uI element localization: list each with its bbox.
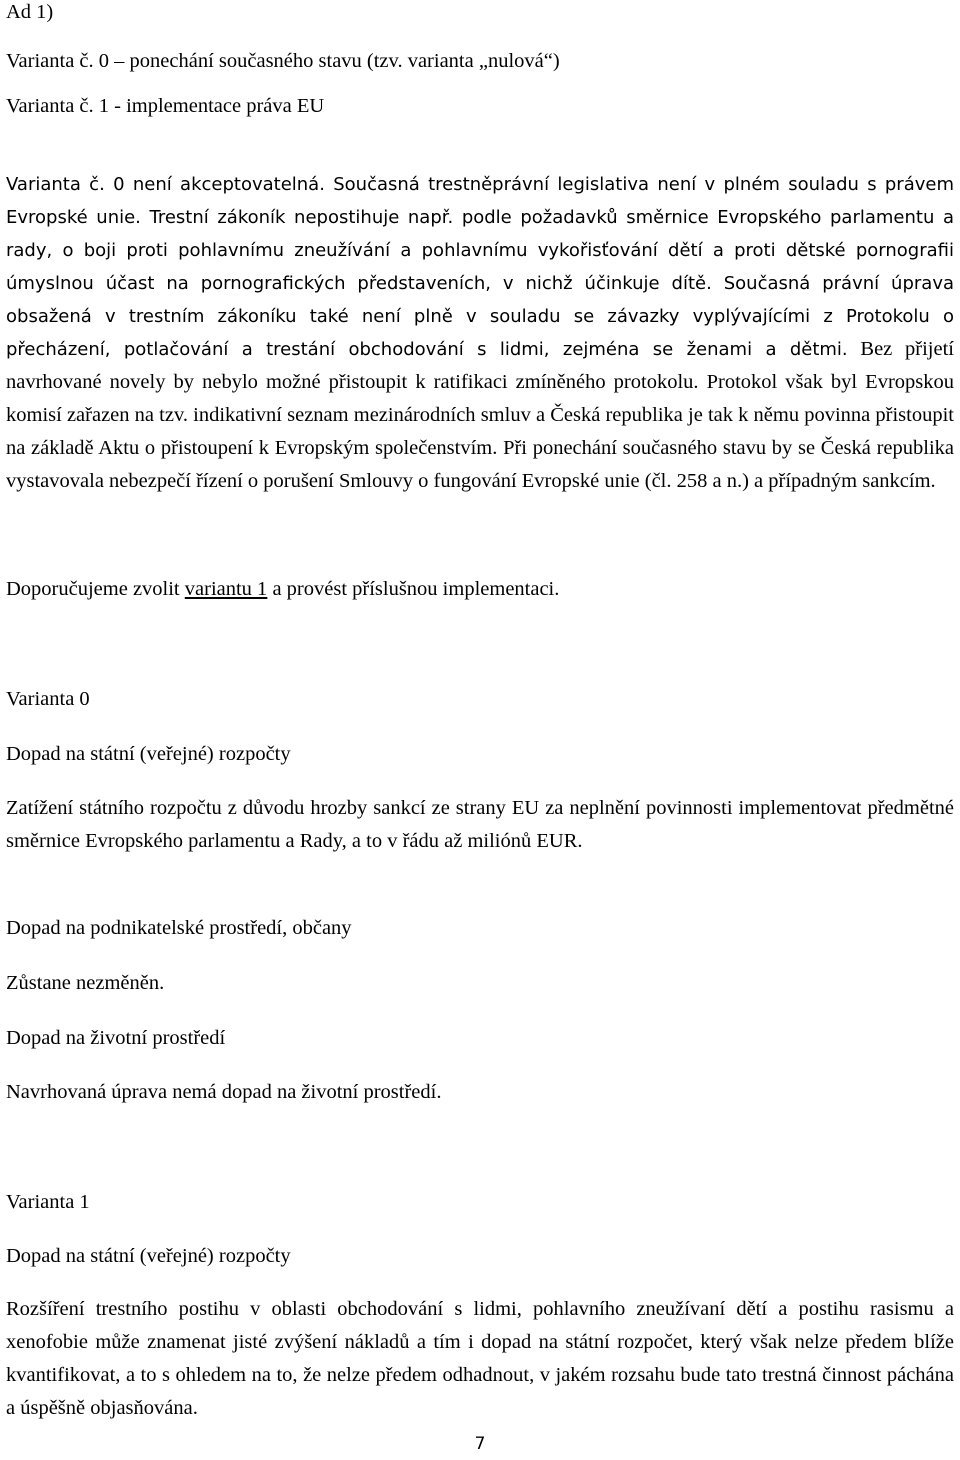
section-heading: Ad 1) [6, 1, 54, 23]
variant-1-title: Varianta 1 [6, 1191, 90, 1213]
text-run: Současná právní úprava obsažená v trestním zákoníku také není plně v souladu se závazky vyplývajícími z Protokolu o přecházení, potlačování a trestání obchodování s lidmi, zejména se ženami a dětmi. [6, 273, 955, 360]
recommendation [6, 573, 559, 606]
v0-environment-text: Navrhovaná úprava nemá dopad na životní prostředí. [6, 1081, 442, 1103]
v0-environment-heading: Dopad na životní prostředí [6, 1027, 226, 1049]
text-run: Protokol však byl Evropskou komisí zařazen na tzv. [6, 371, 954, 426]
v0-budget-heading: Dopad na státní (veřejné) rozpočty [6, 743, 291, 765]
v1-budget-text: Rozšíření trestního postihu v oblasti obchodování s lidmi, pohlavního zneužívaní dětí a postihu rasismu a xenofobie může znamenat jisté zvýšení nákladů a tím i dopad na státní rozpočet, který však nelze předem blíže kvantifikovat, a to s ohledem na to, že nelze předem odhadnout, v jakém rozsahu bude tato trestná činnost páchána a úspěšně objasňována. [6, 1298, 954, 1419]
v0-business-heading: Dopad na podnikatelské prostředí, občany [6, 917, 352, 939]
text-run: indikativní seznam mezinárodních smluv a Česká republika je tak k němu povinna přistoupit na základě Aktu o přistoupení k Evropským společenstvím. Při ponechání současného stavu by se Česká republika vystavovala nebezpečí řízení o porušení Smlouvy o fungování Evropské unie (čl. 258 a n.) a případným sankcím. [6, 404, 954, 492]
recommended-variant: variantu 1 [184, 578, 268, 600]
variant-0-title: Varianta 0 [6, 688, 90, 710]
text-run: Bez přijetí navrhované novely by nebylo možné přistoupit k ratifikaci zmíněného protokolu. [6, 338, 954, 393]
text-run: Doporučujeme zvolit [6, 578, 185, 600]
page-number: 7 [474, 1434, 486, 1454]
variant-evaluation-paragraph [6, 168, 954, 498]
v0-business-text: Zůstane nezměněn. [6, 972, 165, 994]
v1-budget-heading: Dopad na státní (veřejné) rozpočty [6, 1245, 291, 1267]
v0-budget-text: Zatížení státního rozpočtu z důvodu hrozby sankcí ze strany EU za neplnění povinnosti implementovat předmětné směrnice Evropského parlamentu a Rady, a to v řádu až miliónů EUR. [6, 797, 954, 852]
variant-0-label: Varianta č. 0 – ponechání současného stavu (tzv. varianta „nulová“) [6, 50, 560, 72]
text-run: Varianta č. 0 není akceptovatelná. Současná trestněprávní legislativa není v plném souladu s právem Evropské unie. [6, 174, 954, 228]
text-run: a provést příslušnou implementaci. [267, 578, 560, 600]
variant-1-label: Varianta č. 1 - implementace práva EU [6, 95, 325, 117]
text-run: Trestní zákoník nepostihuje např. podle požadavků směrnice Evropského parlamentu a rady, o boji proti pohlavnímu zneužívání a pohlavnímu vykořisťování dětí a proti dětské pornografii úmyslnou účast na pornografických představeních, v nichž účinkuje dítě. [6, 207, 954, 294]
